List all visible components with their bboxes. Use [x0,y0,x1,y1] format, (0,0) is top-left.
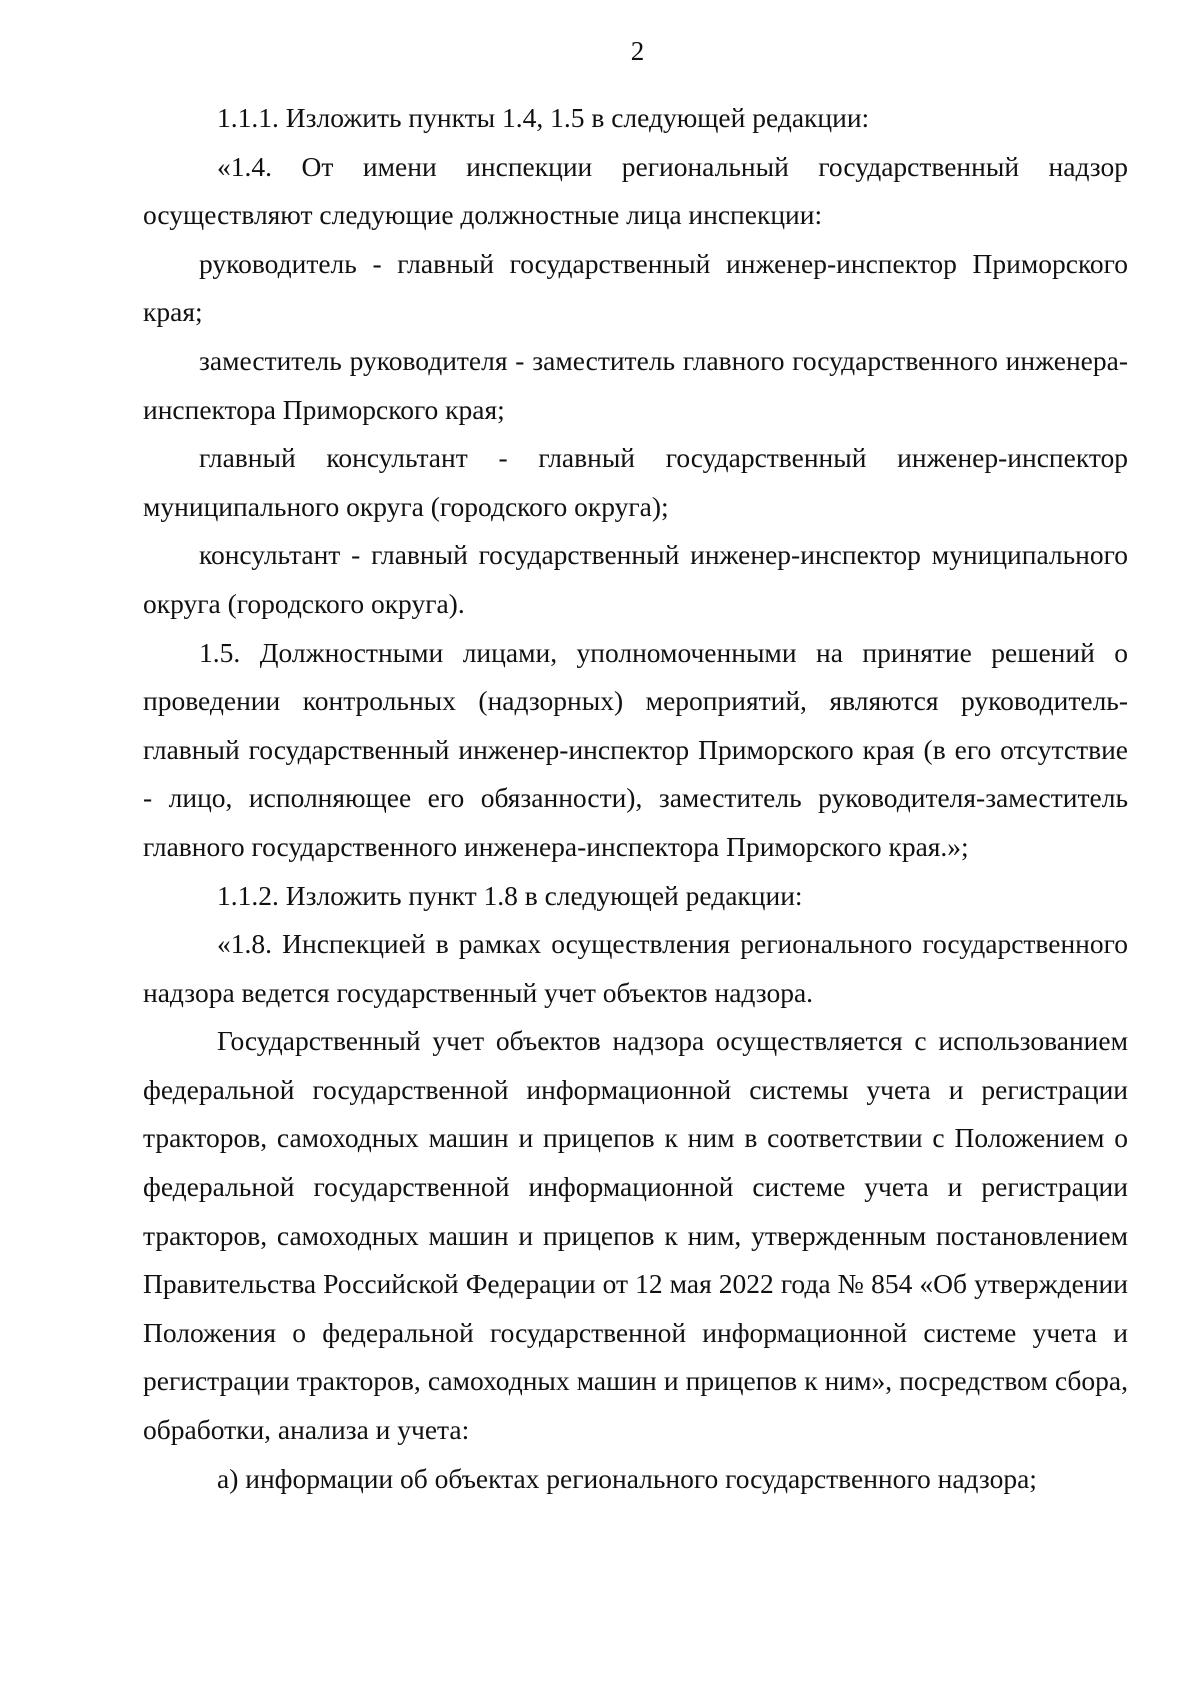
paragraph-1-1-1: 1.1.1. Изложить пункты 1.4, 1.5 в следующей редакции: [217,102,870,133]
document-body [143,94,1128,1503]
paragraph-1-5: 1.5. Должностными лицами, уполномоченными на принятие решений о проведении контрольных (надзорных) мероприятий, являются руководитель-главный государственный инженер-инспектор Приморского края (в его отсутствие - лицо, исполняющее его обязанности), заместитель руководителя-заместитель главного государственного инженера-инспектора Приморского края.»; [143,636,1128,862]
page-number: 2 [630,36,645,66]
paragraph-1-4: «1.4. От имени инспекции региональный государственный надзор осуществляют следующие должностные лица инспекции: [143,150,1128,231]
paragraph-deputy-head-position: заместитель руководителя - заместитель главного государственного инженера-инспектора Приморского края; [143,344,1128,425]
paragraph-consultant-position: консультант - главный государственный инженер-инспектор муниципального округа (городского округа). [143,539,1128,619]
paragraph-chief-consultant-position: главный консультант - главный государственный инженер-инспектор муниципального округа (городского округа); [143,442,1128,522]
paragraph-1-8: «1.8. Инспекцией в рамках осуществления регионального государственного надзора ведется государственный учет объектов надзора. [143,928,1128,1008]
paragraph-state-accounting: Государственный учет объектов надзора осуществляется с использованием федеральной государственной информационной системы учета и регистрации тракторов, самоходных машин и прицепов к ним в соответствии с Положением о федеральной государственной информационной системе учета и регистрации тракторов, самоходных машин и прицепов к ним, утвержденным постановлением Правительства Российской Федерации от 12 мая 2022 года № 854 «Об утверждении Положения о федеральной государственной информационной системе учета и регистрации тракторов, самоходных машин и прицепов к ним», посредством сбора, обработки, анализа и учета: [143,1025,1128,1446]
paragraph-1-1-2: 1.1.2. Изложить пункт 1.8 в следующей редакции: [217,879,803,911]
paragraph-item-a: а) информации об объектах регионального государственного надзора; [217,1462,1037,1494]
paragraph-head-position: руководитель - главный государственный инженер-инспектор Приморского края; [143,247,1128,328]
